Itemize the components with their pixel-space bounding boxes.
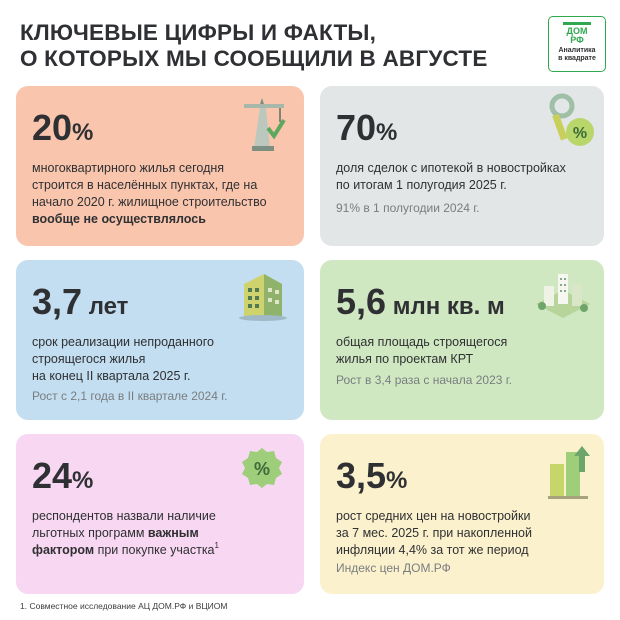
fact-description: общая площадь строящегося жилья по проектам КРТ <box>336 335 508 366</box>
fact-value: 24% <box>32 455 94 496</box>
fact-description: срок реализации непроданного строящегося жилья на конец II квартала 2025 г. <box>32 335 215 383</box>
fact-value: 3,7 лет <box>32 281 129 322</box>
fact-card-mortgage-share <box>320 86 604 246</box>
key-percent-icon <box>542 92 598 152</box>
fact-description: рост средних цен на новостройки за 7 мес. 2025 г. при накопленной инфляции 4,4% за тот же период <box>336 509 532 557</box>
fact-description: респондентов назвали наличие льготных программ важным фактором при покупке участка$^1$ <box>32 509 219 557</box>
fact-note: Рост с 2,1 года в II квартале 2024 г. <box>32 389 228 403</box>
fact-card-new-areas <box>16 86 304 246</box>
svg-text:%: % <box>572 125 588 142</box>
svg-text:ДОМ: ДОМ <box>566 26 588 36</box>
fact-value: 70% <box>336 107 398 148</box>
district-icon <box>532 266 594 322</box>
fact-card-survey <box>16 434 304 594</box>
fact-description: многоквартирного жилья сегодня строится в населённых пунктах, где на начало 2020 г. жилищное строительство вообще не осуществлялось <box>32 161 267 226</box>
logo-line-2: в квадрате <box>558 55 596 62</box>
fact-value: 20% <box>32 107 94 148</box>
percent-badge-icon <box>240 446 284 490</box>
building-icon <box>236 268 290 322</box>
page-title <box>20 20 540 72</box>
crane-icon <box>240 96 290 152</box>
fact-note: Индекс цен ДОМ.РФ <box>336 561 451 575</box>
title-line-1: КЛЮЧЕВЫЕ ЦИФРЫ И ФАКТЫ, <box>20 20 377 45</box>
fact-description: доля сделок с ипотекой в новостройках по итогам 1 полугодия 2025 г. <box>336 161 566 192</box>
svg-text:%: % <box>253 459 271 479</box>
fact-card-krt-area <box>320 260 604 420</box>
dom-rf-logo-icon <box>562 21 592 45</box>
fact-note: Рост в 3,4 раза с начала 2023 г. <box>336 373 513 387</box>
fact-card-price-growth <box>320 434 604 594</box>
svg-text:РФ: РФ <box>570 35 584 45</box>
footnote-ref: 1 <box>214 541 219 550</box>
price-growth-icon <box>546 442 592 500</box>
fact-note: 91% в 1 полугодии 2024 г. <box>336 201 480 215</box>
fact-card-construction-time <box>16 260 304 420</box>
dom-rf-logo <box>548 16 606 72</box>
title-line-2: О КОТОРЫХ МЫ СООБЩИЛИ В АВГУСТЕ <box>20 46 488 71</box>
logo-line-1: Аналитика <box>558 47 596 54</box>
fact-value: 5,6 млн кв. м <box>336 281 505 322</box>
footnote: 1. Совместное исследование АЦ ДОМ.РФ и ВЦИОМ <box>20 601 228 611</box>
fact-value: 3,5% <box>336 455 408 496</box>
